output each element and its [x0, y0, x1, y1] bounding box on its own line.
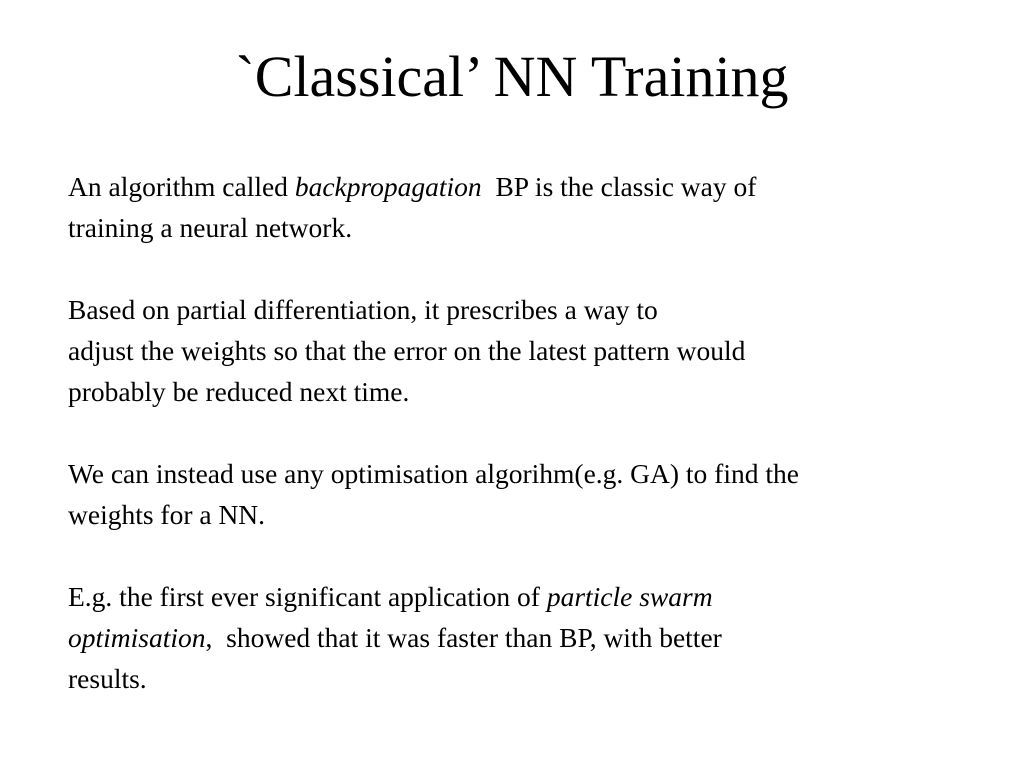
paragraph-line: Based on partial differentiation, it prescribes a way to	[68, 294, 658, 325]
text-span: BP is the classic way of	[481, 171, 757, 202]
slide-body	[68, 166, 998, 740]
paragraph-line	[68, 576, 998, 617]
paragraph-line	[68, 166, 998, 207]
paragraph-line: probably be reduced next time.	[68, 376, 410, 407]
paragraph-line: training a neural network.	[68, 212, 353, 243]
text-span: E.g. the first ever significant application of	[68, 581, 547, 612]
paragraph-line: We can instead use any optimisation algorihm(e.g. GA) to find the	[68, 458, 799, 489]
text-span: An algorithm called	[68, 171, 295, 202]
paragraph-partial-differentiation	[68, 289, 998, 412]
italic-term-backpropagation: backpropagation	[294, 171, 482, 202]
text-span: , showed that it was faster than BP, with better	[205, 622, 722, 653]
paragraph-optimisation	[68, 453, 998, 535]
paragraph-line: weights for a NN.	[68, 499, 266, 530]
slide-title: `Classical’ NN Training	[235, 44, 789, 109]
paragraph-line: results.	[68, 663, 147, 694]
paragraph-backpropagation	[68, 166, 998, 248]
italic-term-particle-swarm: particle swarm	[546, 581, 713, 612]
paragraph-line: adjust the weights so that the error on the latest pattern would	[68, 335, 746, 366]
paragraph-line	[68, 617, 998, 658]
italic-term-optimisation: optimisation	[68, 622, 206, 653]
paragraph-particle-swarm	[68, 576, 998, 699]
